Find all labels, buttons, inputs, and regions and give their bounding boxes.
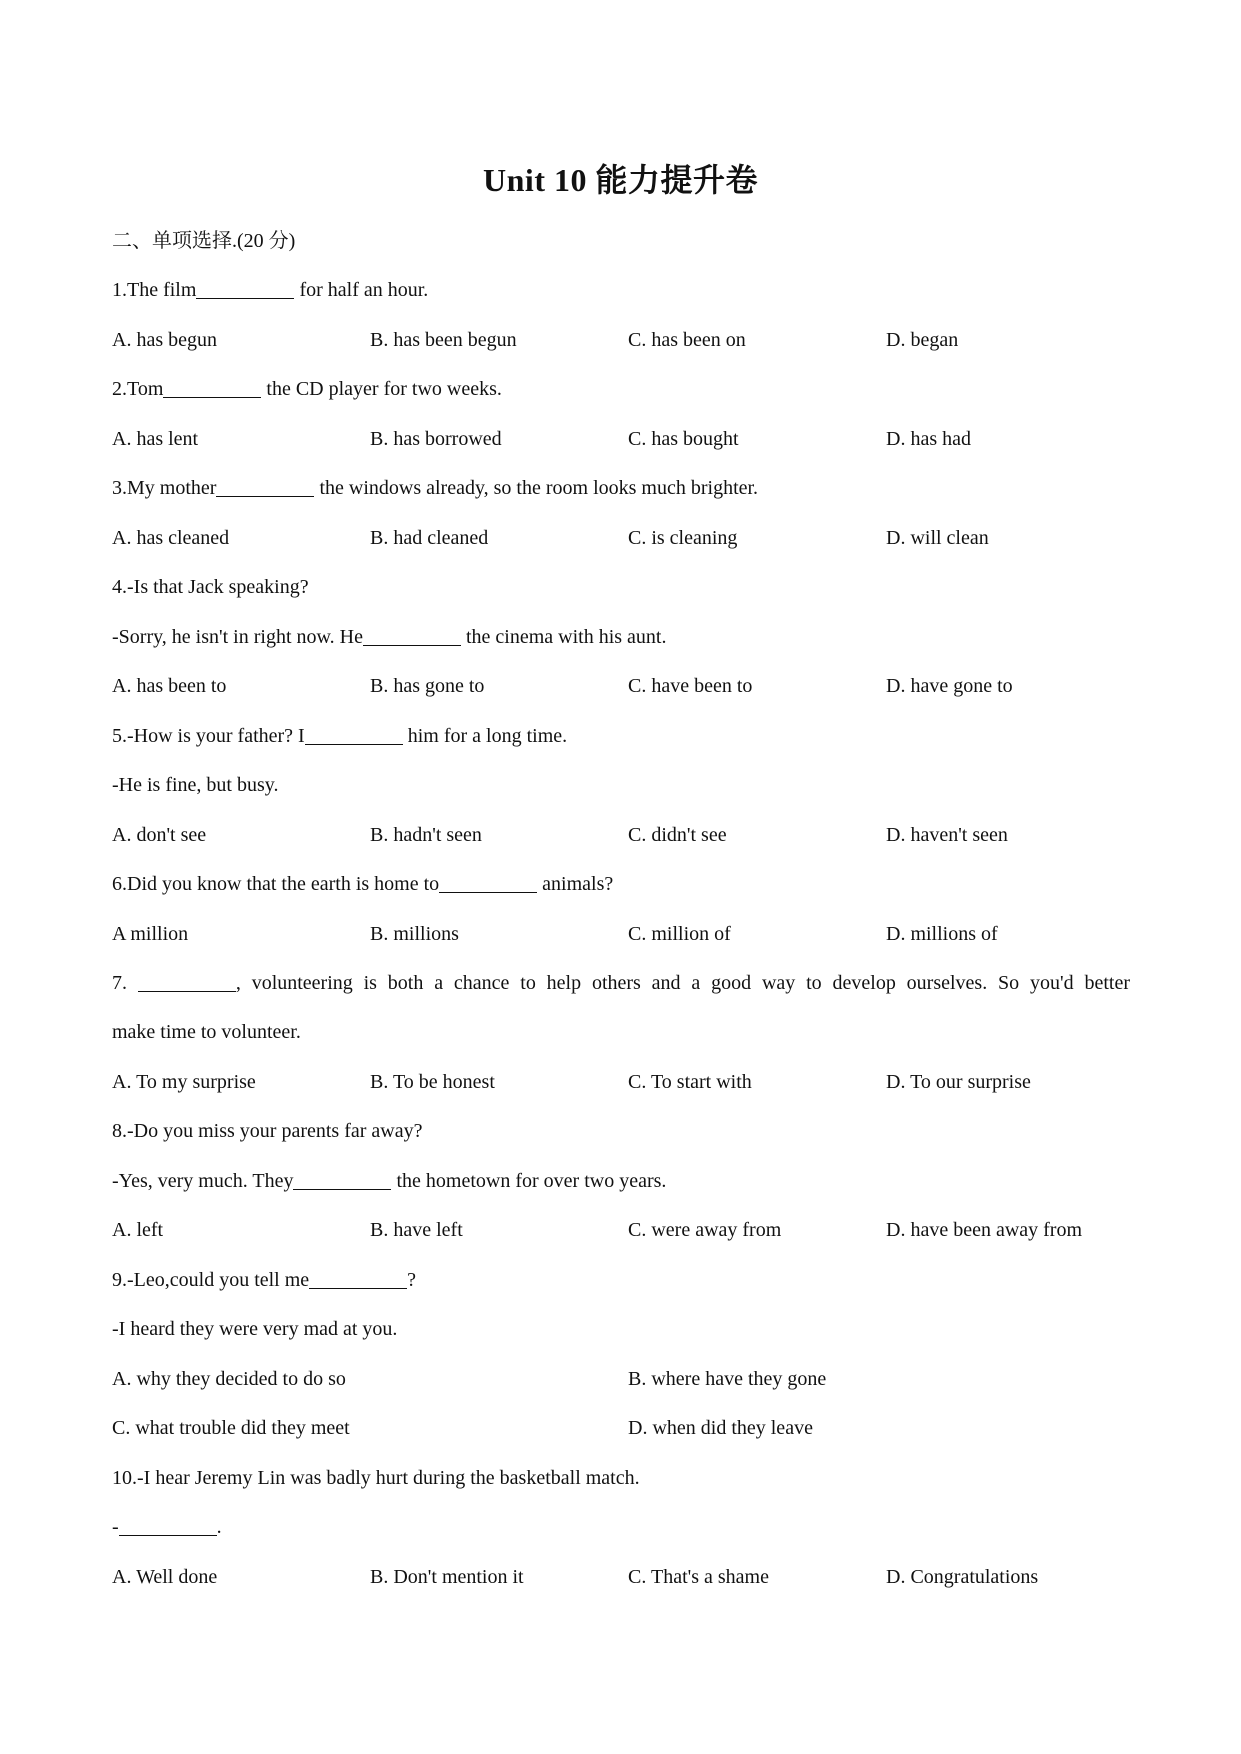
question-4: 4.-Is that Jack speaking? xyxy=(112,576,309,598)
answer-blank xyxy=(305,726,403,745)
option-a[interactable]: A. has begun xyxy=(112,329,217,351)
question-9: 9.-Leo,could you tell me ? xyxy=(112,1269,417,1291)
question-5-reply: -He is fine, but busy. xyxy=(112,774,279,796)
option-b[interactable]: B. had cleaned xyxy=(370,527,489,549)
option-c[interactable]: C. is cleaning xyxy=(628,527,738,549)
option-d[interactable]: D. began xyxy=(886,329,959,351)
option-a[interactable]: A. To my surprise xyxy=(112,1071,256,1093)
option-a[interactable]: A. has lent xyxy=(112,428,199,450)
option-d[interactable]: D. To our surprise xyxy=(886,1071,1031,1093)
option-b[interactable]: B. has been begun xyxy=(370,329,517,351)
option-c[interactable]: C. didn't see xyxy=(628,824,727,846)
option-c[interactable]: C. That's a shame xyxy=(628,1566,769,1588)
option-d[interactable]: D. millions of xyxy=(886,923,998,945)
answer-blank xyxy=(363,627,461,646)
option-c[interactable]: C. To start with xyxy=(628,1071,752,1093)
question-8: 8.-Do you miss your parents far away? xyxy=(112,1120,423,1142)
option-b[interactable]: B. hadn't seen xyxy=(370,824,482,846)
page-title: Unit 10 能力提升卷 xyxy=(483,162,758,198)
answer-blank xyxy=(293,1171,391,1190)
answer-blank xyxy=(119,1517,217,1536)
answer-blank xyxy=(309,1270,407,1289)
option-a[interactable]: A. why they decided to do so xyxy=(112,1368,346,1390)
option-d[interactable]: D. has had xyxy=(886,428,971,450)
option-d[interactable]: D. when did they leave xyxy=(628,1417,813,1439)
question-10: 10.-I hear Jeremy Lin was badly hurt during the basketball match. xyxy=(112,1467,640,1489)
question-7-continued: make time to volunteer. xyxy=(112,1021,301,1043)
answer-blank xyxy=(216,478,314,497)
answer-blank xyxy=(163,379,261,398)
option-a[interactable]: A. has been to xyxy=(112,675,227,697)
option-b[interactable]: B. millions xyxy=(370,923,459,945)
option-d[interactable]: D. have gone to xyxy=(886,675,1013,697)
question-4-reply: -Sorry, he isn't in right now. He the cinema with his aunt. xyxy=(112,626,667,648)
option-a[interactable]: A. Well done xyxy=(112,1566,218,1588)
question-6: 6.Did you know that the earth is home to animals? xyxy=(112,873,614,895)
question-7: 7. , volunteering is both a chance to help others and a good way to develop ourselves. So you'd better xyxy=(112,972,1130,994)
option-c[interactable]: C. has bought xyxy=(628,428,739,450)
answer-blank xyxy=(138,973,236,992)
answer-blank xyxy=(196,280,294,299)
option-b[interactable]: B. have left xyxy=(370,1219,463,1241)
option-d[interactable]: D. will clean xyxy=(886,527,989,549)
question-1: 1.The film for half an hour. xyxy=(112,279,429,301)
option-b[interactable]: B. Don't mention it xyxy=(370,1566,524,1588)
option-c[interactable]: C. has been on xyxy=(628,329,746,351)
option-b[interactable]: B. To be honest xyxy=(370,1071,495,1093)
option-a[interactable]: A. left xyxy=(112,1219,164,1241)
section-heading: 二、单项选择.(20 分) xyxy=(112,230,296,252)
option-b[interactable]: B. has borrowed xyxy=(370,428,502,450)
option-c[interactable]: C. have been to xyxy=(628,675,753,697)
option-b[interactable]: B. where have they gone xyxy=(628,1368,827,1390)
option-c[interactable]: C. were away from xyxy=(628,1219,782,1241)
option-a[interactable]: A million xyxy=(112,923,189,945)
question-10-reply: - . xyxy=(112,1516,222,1538)
option-d[interactable]: D. have been away from xyxy=(886,1219,1083,1241)
option-a[interactable]: A. don't see xyxy=(112,824,207,846)
answer-blank xyxy=(439,874,537,893)
question-5: 5.-How is your father? I him for a long time. xyxy=(112,725,568,747)
question-3: 3.My mother the windows already, so the room looks much brighter. xyxy=(112,477,759,499)
question-9-reply: -I heard they were very mad at you. xyxy=(112,1318,398,1340)
option-b[interactable]: B. has gone to xyxy=(370,675,485,697)
question-2: 2.Tom the CD player for two weeks. xyxy=(112,378,502,400)
option-d[interactable]: D. haven't seen xyxy=(886,824,1008,846)
question-8-reply: -Yes, very much. They the hometown for over two years. xyxy=(112,1170,667,1192)
option-a[interactable]: A. has cleaned xyxy=(112,527,230,549)
option-c[interactable]: C. million of xyxy=(628,923,731,945)
option-c[interactable]: C. what trouble did they meet xyxy=(112,1417,350,1439)
option-d[interactable]: D. Congratulations xyxy=(886,1566,1039,1588)
